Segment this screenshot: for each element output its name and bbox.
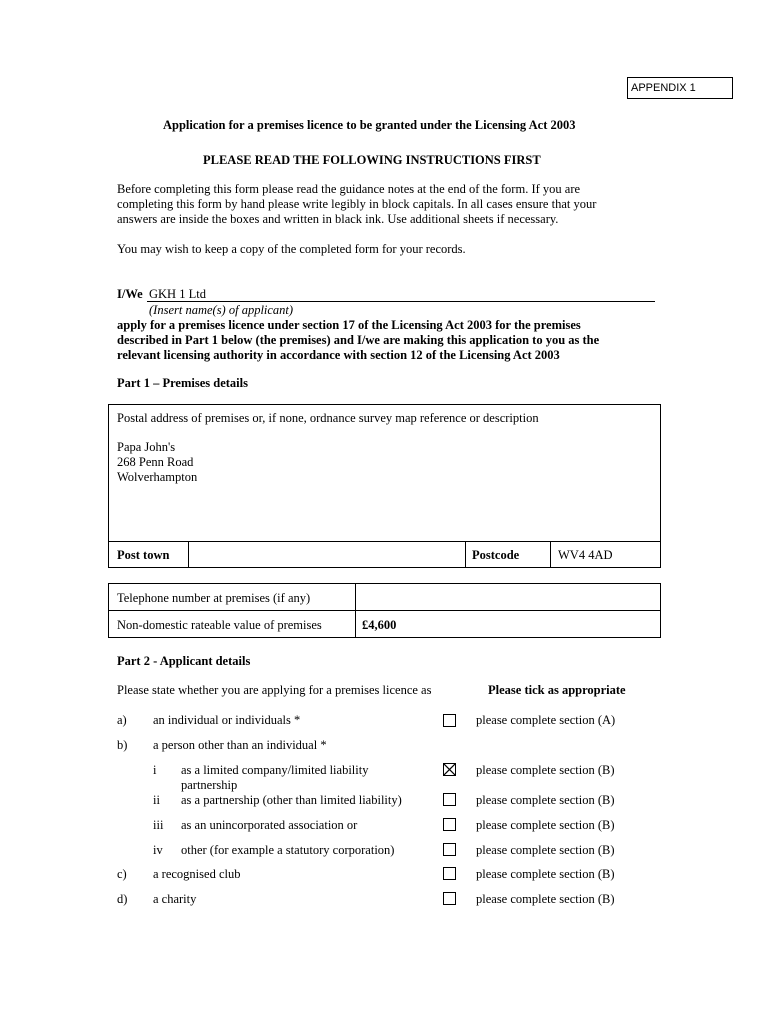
option-bii-note: please complete section (B) (476, 793, 615, 807)
part2-intro: Please state whether you are applying for a premises licence as (117, 683, 432, 697)
applicant-statement-1: apply for a premises licence under section 17 of the Licensing Act 2003 for the premises (117, 318, 581, 332)
option-d-note: please complete section (B) (476, 892, 615, 906)
option-a-marker: a) (117, 713, 127, 727)
telephone-row-divider (108, 610, 661, 611)
option-biii-note: please complete section (B) (476, 818, 615, 832)
applicant-insert-hint: (Insert name(s) of applicant) (149, 303, 294, 317)
rateable-value-field[interactable]: £4,600 (362, 618, 397, 632)
telephone-label: Telephone number at premises (if any) (117, 591, 311, 605)
postcode-label: Postcode (472, 548, 520, 562)
option-biv-marker: iv (153, 843, 163, 857)
part1-heading: Part 1 – Premises details (117, 376, 248, 390)
applicant-name-underline (147, 301, 655, 302)
address-label: Postal address of premises or, if none, ordnance survey map reference or description (117, 411, 539, 425)
copy-note: You may wish to keep a copy of the completed form for your records. (117, 242, 466, 256)
option-c-marker: c) (117, 867, 127, 881)
telephone-column-divider (355, 583, 356, 638)
option-c-label: a recognised club (153, 867, 241, 881)
postcode-value-divider (550, 541, 551, 568)
rateable-label: Non-domestic rateable value of premises (117, 618, 322, 632)
option-biii-marker: iii (153, 818, 164, 832)
part2-heading: Part 2 - Applicant details (117, 654, 251, 668)
option-d-checkbox[interactable] (443, 892, 456, 905)
post-town-row-divider (108, 541, 661, 542)
instructions-line-1: Before completing this form please read the guidance notes at the end of the form. If you are (117, 182, 581, 196)
applicant-name-field[interactable]: GKH 1 Ltd (149, 287, 206, 301)
option-d-label: a charity (153, 892, 197, 906)
telephone-field[interactable] (362, 591, 652, 607)
option-c-note: please complete section (B) (476, 867, 615, 881)
option-bi-checkbox[interactable] (443, 763, 456, 776)
option-bii-label: as a partnership (other than limited liability) (181, 793, 402, 807)
premises-address-box (108, 404, 661, 568)
option-b-marker: b) (117, 738, 128, 752)
option-bi-label-2: partnership (181, 778, 238, 792)
option-b-label: a person other than an individual * (153, 738, 327, 752)
address-line-1[interactable]: Papa John's (117, 440, 176, 454)
instructions-line-3: answers are inside the boxes and written in black ink. Use additional sheets if necessary. (117, 212, 559, 226)
checkbox-cross-icon (444, 764, 455, 775)
post-town-label: Post town (117, 548, 170, 562)
option-bi-marker: i (153, 763, 157, 777)
post-town-divider (188, 541, 189, 568)
postcode-label-divider (465, 541, 466, 568)
option-bi-label: as a limited company/limited liability (181, 763, 369, 777)
applicant-statement-3: relevant licensing authority in accordance with section 12 of the Licensing Act 2003 (117, 348, 560, 362)
address-line-3[interactable]: Wolverhampton (117, 470, 198, 484)
address-line-2[interactable]: 268 Penn Road (117, 455, 194, 469)
form-title: Application for a premises licence to be granted under the Licensing Act 2003 (163, 118, 576, 132)
post-town-field[interactable] (195, 548, 460, 564)
option-biii-label: as an unincorporated association or (181, 818, 358, 832)
option-d-marker: d) (117, 892, 128, 906)
option-a-note: please complete section (A) (476, 713, 616, 727)
tick-heading: Please tick as appropriate (488, 683, 626, 697)
appendix-label: APPENDIX 1 (627, 77, 733, 99)
instructions-line-2: completing this form by hand please write legibly in block capitals. In all cases ensure that your (117, 197, 597, 211)
option-c-checkbox[interactable] (443, 867, 456, 880)
option-a-label: an individual or individuals * (153, 713, 301, 727)
applicant-statement-2: described in Part 1 below (the premises) and I/we are making this application to you as the (117, 333, 600, 347)
option-biii-checkbox[interactable] (443, 818, 456, 831)
option-bii-marker: ii (153, 793, 160, 807)
applicant-prefix: I/We (117, 287, 143, 301)
postcode-field[interactable]: WV4 4AD (558, 548, 613, 562)
option-biv-label: other (for example a statutory corporation) (181, 843, 395, 857)
instructions-heading: PLEASE READ THE FOLLOWING INSTRUCTIONS FIRST (203, 153, 541, 167)
option-biv-note: please complete section (B) (476, 843, 615, 857)
option-biv-checkbox[interactable] (443, 843, 456, 856)
option-a-checkbox[interactable] (443, 714, 456, 727)
option-bi-note: please complete section (B) (476, 763, 615, 777)
option-bii-checkbox[interactable] (443, 793, 456, 806)
